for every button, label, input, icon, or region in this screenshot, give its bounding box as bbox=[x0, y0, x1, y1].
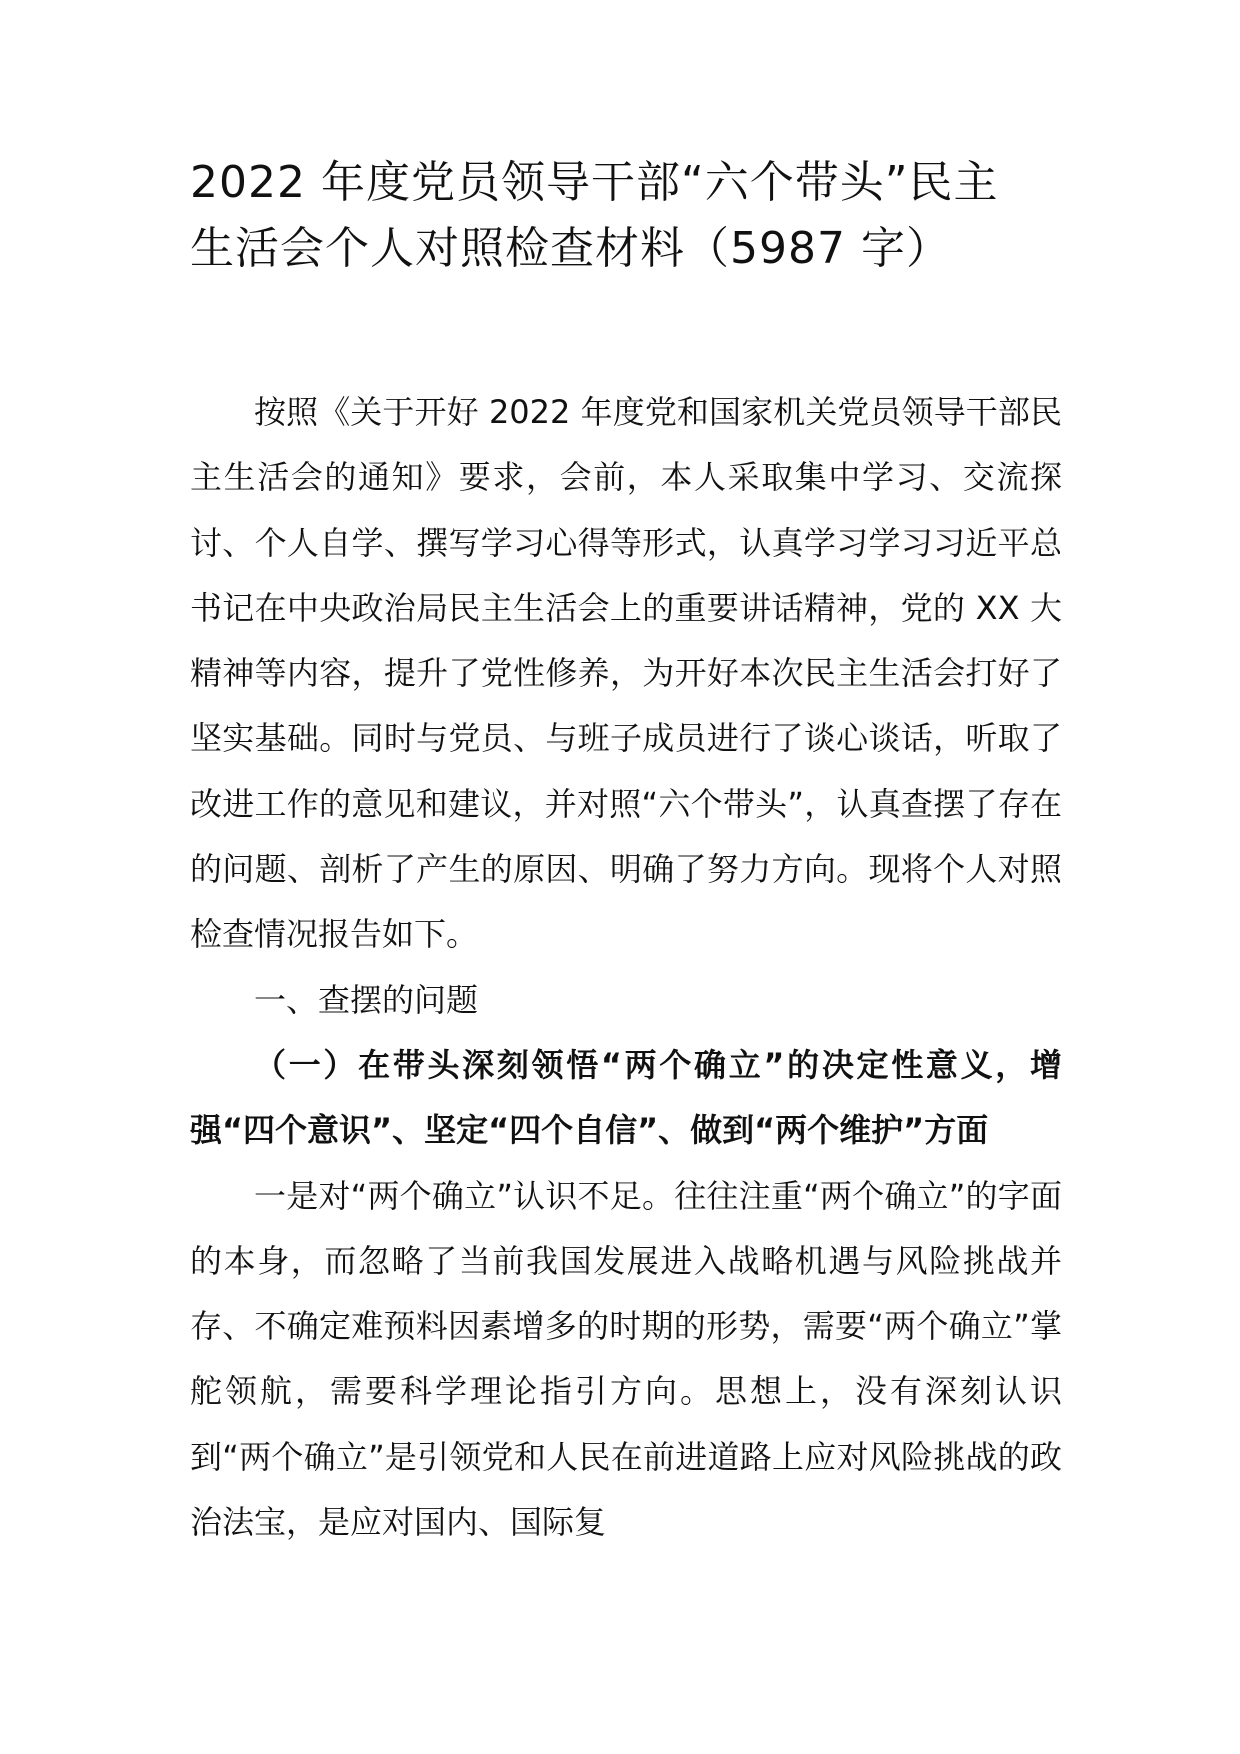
document-title bbox=[190, 150, 1062, 282]
document-body bbox=[190, 380, 1062, 1555]
point-one-paragraph: 一是对“两个确立”认识不足。往往注重“两个确立”的字面的本身，而忽略了当前我国发展进入战略机遇与风险挑战并存、不确定难预料因素增多的时期的形势，需要“两个确立”掌舵领航，需要科学理论指引方向。思想上，没有深刻认识到“两个确立”是引领党和人民在前进道路上应对风险挑战的政治法宝，是应对国内、国际复 bbox=[190, 1176, 1062, 1542]
subsection-heading: （一）在带头深刻领悟“两个确立”的决定性意义，增强“四个意识”、坚定“四个自信”、做到“两个维护”方面 bbox=[190, 1045, 1062, 1150]
title-line-1: 2022 年度党员领导干部“六个带头”民主 bbox=[190, 157, 999, 208]
section-heading: 一、查摆的问题 bbox=[254, 980, 479, 1019]
title-line-2: 生活会个人对照检查材料（5987 字） bbox=[190, 223, 951, 274]
intro-paragraph: 按照《关于开好 2022 年度党和国家机关党员领导干部民主生活会的通知》要求，会前，本人采取集中学习、交流探讨、个人自学、撰写学习心得等形式，认真学习学习习近平总书记在中央政治局民主生活会上的重要讲话精神，党的 XX 大精神等内容，提升了党性修养，为开好本次民主生活会打好了坚实基础。同时与党员、与班子成员进行了谈心谈话，听取了改进工作的意见和建议，并对照“六个带头”，认真查摆了存在的问题、剖析了产生的原因、明确了努力方向。现将个人对照检查情况报告如下。 bbox=[190, 393, 1062, 954]
document-page bbox=[190, 150, 1062, 1555]
